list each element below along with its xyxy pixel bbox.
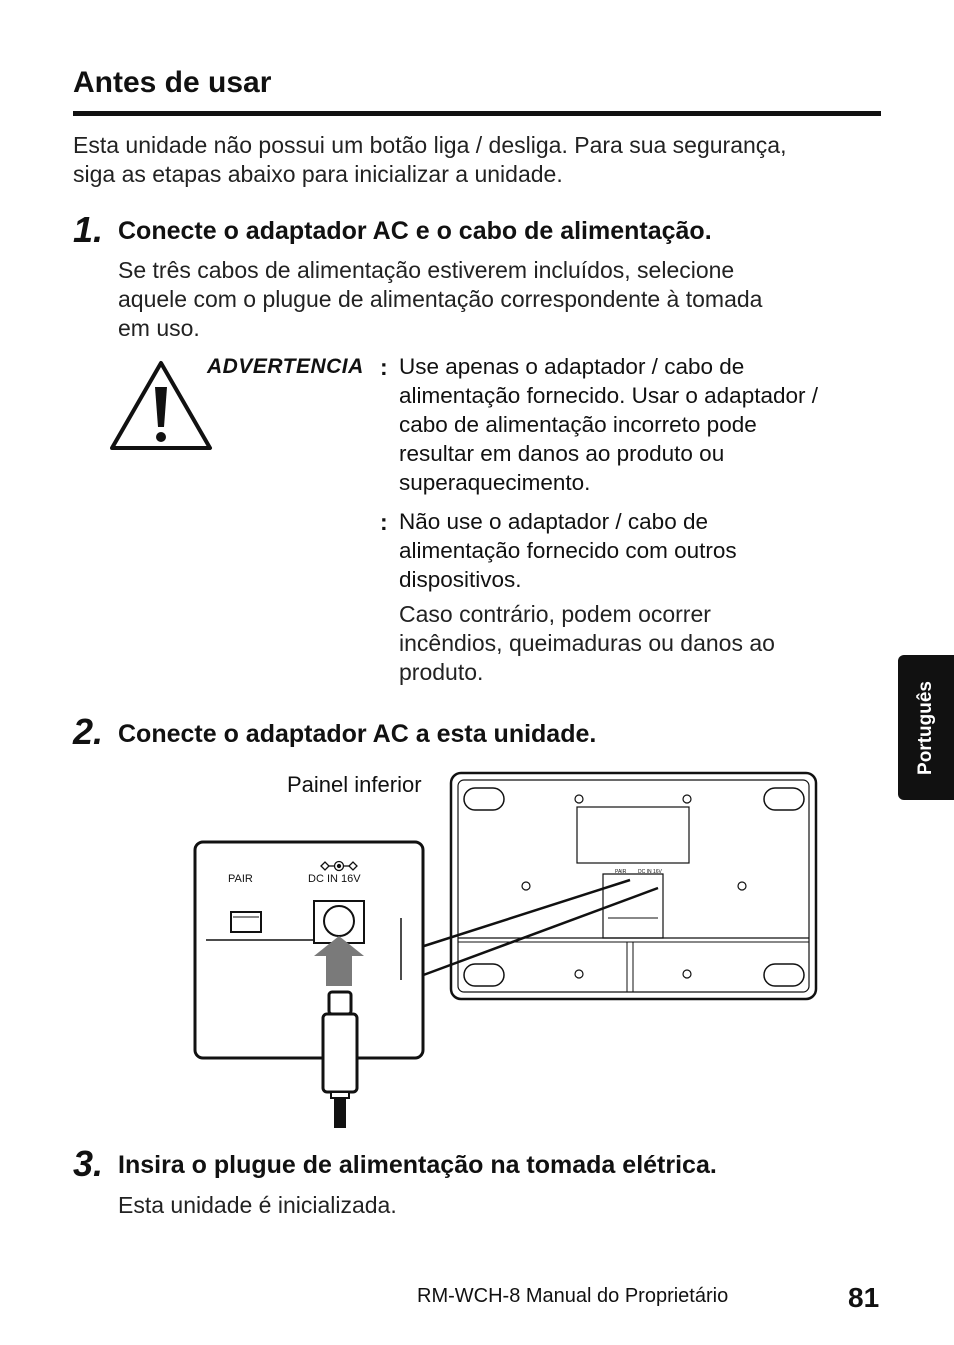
warning-line: resultar em danos ao produto ou — [399, 441, 725, 466]
step-1-body-line: em uso. — [118, 315, 200, 341]
warning-line: superaquecimento. — [399, 470, 591, 495]
warning-label: ADVERTENCIA — [207, 355, 364, 378]
warning-line: cabo de alimentação incorreto pode — [399, 412, 757, 437]
step-1-body-line: Se três cabos de alimentação estiverem incluídos, selecione — [118, 257, 735, 283]
step-1-body — [118, 256, 878, 343]
warning-note — [399, 600, 879, 687]
warning-note-line: incêndios, queimaduras ou danos ao — [399, 630, 775, 656]
intro-line: Esta unidade não possui um botão liga / desliga. Para sua segurança, — [73, 132, 787, 158]
warning-note-line: Caso contrário, podem ocorrer — [399, 601, 711, 627]
connection-diagram — [190, 770, 822, 1132]
mini-dc-label: DC IN 16V — [638, 869, 662, 875]
pair-label: PAIR — [228, 873, 253, 885]
warning-triangle-icon — [108, 359, 214, 453]
step-2-title: Conecte o adaptador AC a esta unidade. — [118, 720, 597, 748]
warning-line: alimentação fornecido com outros — [399, 538, 737, 563]
warning-colon: : — [380, 509, 388, 535]
step-2-number: 2. — [73, 711, 104, 752]
warning-colon: : — [380, 354, 388, 380]
warning-item-1 — [399, 352, 879, 497]
step-3-body: Esta unidade é inicializada. — [118, 1192, 397, 1218]
page-title: Antes de usar — [73, 66, 272, 99]
step-3-number: 3. — [73, 1143, 104, 1184]
intro-line: siga as etapas abaixo para inicializar a unidade. — [73, 161, 563, 187]
step-1-body-line: aquele com o plugue de alimentação correspondente à tomada — [118, 286, 763, 312]
warning-line: Use apenas o adaptador / cabo de — [399, 354, 745, 379]
warning-line: alimentação fornecido. Usar o adaptador / — [399, 383, 818, 408]
step-3-title: Insira o plugue de alimentação na tomada elétrica. — [118, 1151, 717, 1179]
dc-label: DC IN 16V — [308, 873, 361, 885]
footer-manual-title: RM-WCH-8 Manual do Proprietário — [417, 1285, 729, 1307]
intro-text — [73, 131, 893, 189]
bottom-panel — [451, 773, 816, 999]
warning-line: Não use o adaptador / cabo de — [399, 509, 708, 534]
title-rule — [73, 111, 881, 116]
mini-pair-label: PAIR — [615, 869, 627, 875]
warning-note-line: produto. — [399, 659, 484, 685]
step-1-title: Conecte o adaptador AC e o cabo de alimentação. — [118, 217, 712, 245]
language-label: Português — [915, 680, 936, 775]
panel-label: Painel inferior — [287, 772, 422, 797]
step-1-number: 1. — [73, 209, 104, 250]
language-side-tab — [898, 655, 954, 800]
warning-line: dispositivos. — [399, 567, 522, 592]
page-number: 81 — [848, 1282, 880, 1313]
warning-item-2 — [399, 507, 879, 594]
